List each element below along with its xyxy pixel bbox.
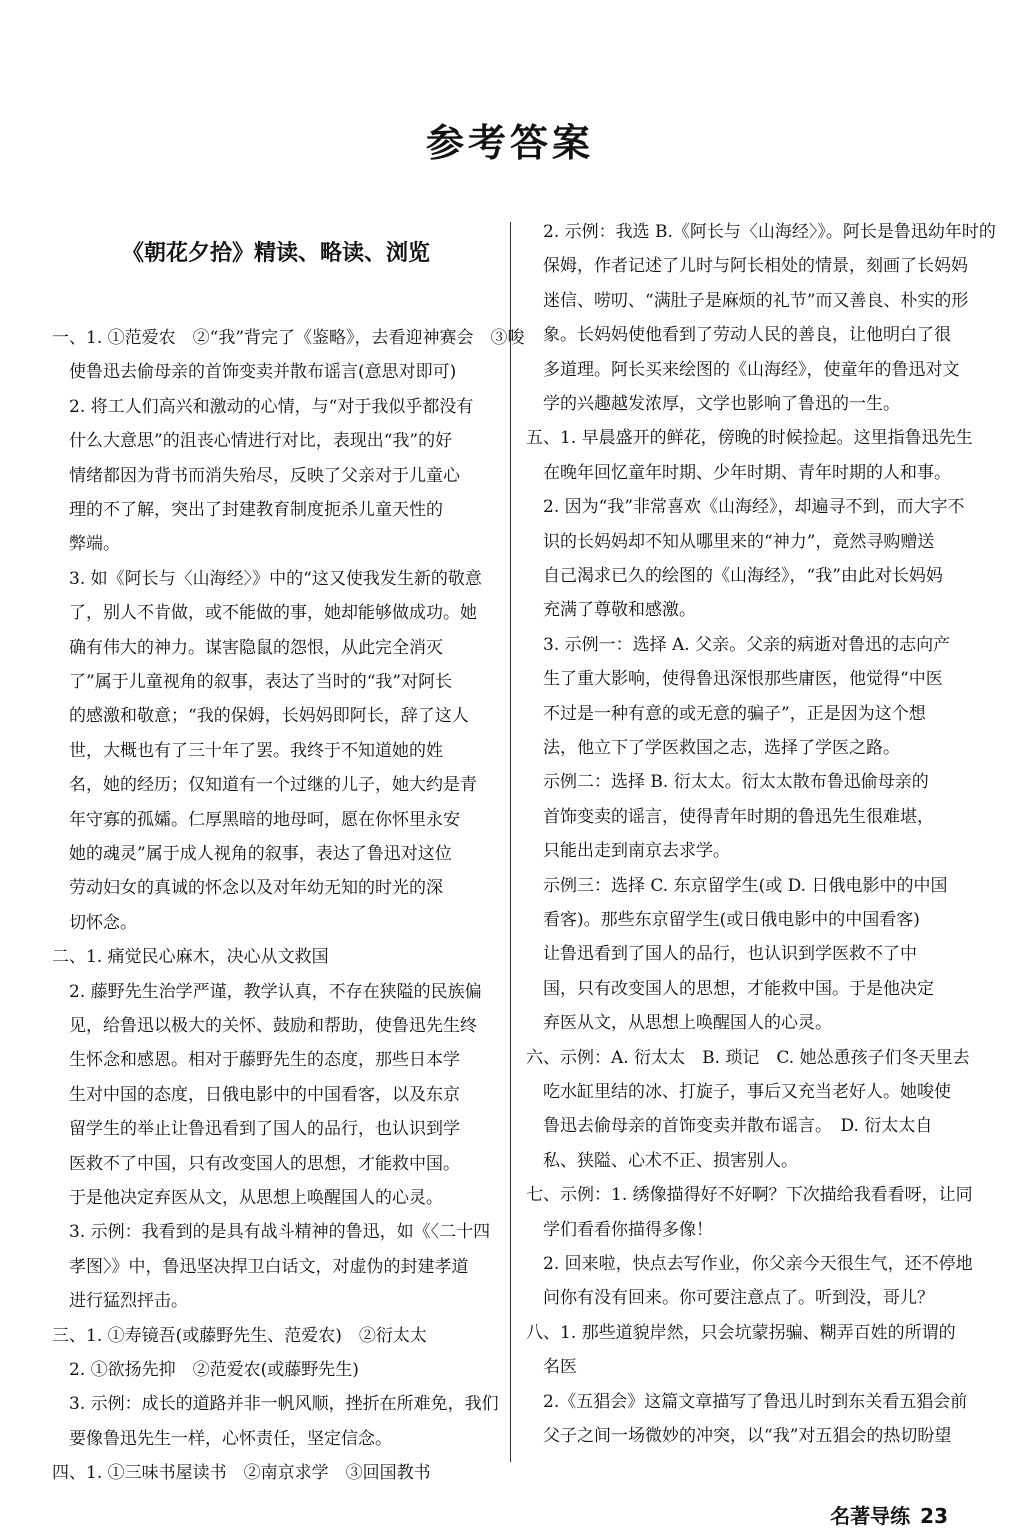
footer-label: 名著导练 [830,1504,911,1528]
answer-line: 确有伟大的神力。谋害隐鼠的怨恨，从此完全消灭 [52,637,443,658]
answer-line: 名医 [526,1357,577,1378]
answer-line: 三、1. ①寿镜吾(或藤野先生、范爱农) ②衍太太 [52,1325,427,1346]
answer-line: 情绪都因为背书而消失殆尽，反映了父亲对于儿童心 [52,465,460,486]
answer-line: 弃医从文，从思想上唤醒国人的心灵。 [526,1013,832,1034]
answer-line: 示例二：选择 B. 衍太太。衍太太散布鲁迅偷母亲的 [526,772,929,793]
answer-line: 生对中国的态度，日俄电影中的中国看客，以及东京 [52,1084,460,1105]
answer-line: 她的魂灵”属于成人视角的叙事，表达了鲁迅对这位 [52,844,452,864]
answer-line: 识的长妈妈却不知从哪里来的“神力”，竟然寻购赠送 [526,531,935,552]
answer-line: 了”属于儿童视角的叙事，表达了当时的“我”对阿长 [52,672,453,692]
answer-line: 示例三：选择 C. 东京留学生(或 D. 日俄电影中的中国 [526,875,948,896]
answer-line: 3. 示例：成长的道路并非一帆风顺，挫折在所难免，我们 [52,1394,499,1415]
answer-line: 不过是一种有意的或无意的骗子”，正是因为这个想 [526,703,926,724]
page-title: 参考答案 [425,121,594,165]
page-footer [830,1500,948,1529]
answer-line: 吃水缸里结的冰、打旋子，事后又充当老好人。她唆使 [526,1082,951,1102]
answer-line: 六、示例：A. 衍太太 B. 琐记 C. 她怂恿孩子们冬天里去 [526,1047,970,1068]
answer-line: 世，大概也有了三十年了罢。我终于不知道她的姓 [52,740,443,761]
answer-line: 多道理。阿长买来绘图的《山海经》，使童年的鲁迅对文 [526,359,960,380]
answer-line: 鲁迅去偷母亲的首饰变卖并散布谣言。 D. 衍太太自 [526,1116,933,1137]
answer-line: 法，他立下了学医救国之志，选择了学医之路。 [526,738,900,758]
answer-line: 留学生的举止让鲁迅看到了国人的品行，也认识到学 [52,1119,460,1140]
answer-line: 2. ①欲扬先抑 ②范爱农(或藤野先生) [52,1360,359,1380]
answer-line: 五、1. 早晨盛开的鲜花，傍晚的时候捡起。这里指鲁迅先生 [526,428,973,449]
answer-line: 自己渴求已久的绘图的《山海经》，“我”由此对长妈妈 [526,566,943,586]
answer-line: 国，只有改变国人的思想，才能救中国。于是他决定 [526,978,934,999]
page-number: 23 [920,1504,948,1528]
answer-line: 首饰变卖的谣言，使得青年时期的鲁迅先生很难堪， [526,806,934,827]
answer-line: 年守寡的孤孀。仁厚黑暗的地母呵，愿在你怀里永安 [52,809,460,830]
answer-line: 了，别人不肯做，或不能做的事，她却能够做成功。她 [52,603,477,624]
answer-line: 让鲁迅看到了国人的品行，也认识到学医救不了中 [526,944,917,965]
answer-line: 名，她的经历；仅知道有一个过继的儿子，她大约是青 [52,775,477,796]
answer-line: 3. 如《阿长与〈山海经〉》中的“这又使我发生新的敬意 [52,568,482,589]
answer-line: 看客)。那些东京留学生(或日俄电影中的中国看客) [526,910,920,930]
column-divider [510,222,511,1462]
answer-line: 私、狭隘、心术不正、损害别人。 [526,1150,798,1171]
answer-line: 2. 藤野先生治学严谨，教学认真，不存在狭隘的民族偏 [52,981,482,1002]
section-title: 《朝花夕拾》精读、略读、浏览 [121,241,430,266]
answer-line: 切怀念。 [52,912,137,933]
answer-line: 迷信、唠叨、“满肚子是麻烦的礼节”而又善良、朴实的形 [526,290,969,311]
answer-line: 生了重大影响，使得鲁迅深恨那些庸医，他觉得“中医 [526,669,943,690]
answer-line: 学的兴趣越发浓厚，文学也影响了鲁迅的一生。 [526,394,900,414]
answer-line: 问你有没有回来。你可要注意点了。听到没，哥儿？ [526,1288,934,1309]
answer-line: 3. 示例一：选择 A. 父亲。父亲的病逝对鲁迅的志向产 [526,634,951,655]
answer-line: 劳动妇女的真诚的怀念以及对年幼无知的时光的深 [52,878,443,899]
answer-line: 2. 将工人们高兴和激动的心情，与“对于我似乎都没有 [52,396,474,417]
answer-line: 要像鲁迅先生一样，心怀责任，坚定信念。 [52,1428,392,1449]
answer-line: 2. 回来啦，快点去写作业，你父亲今天很生气，还不停地 [526,1254,973,1274]
answer-line: 理的不了解，突出了封建教育制度扼杀儿童天性的 [52,500,443,520]
answer-line: 四、1. ①三味书屋读书 ②南京求学 ③回国教书 [52,1463,431,1484]
answer-line: 象。长妈妈使他看到了劳动人民的善良，让他明白了很 [526,325,951,346]
answer-line: 一、1. ①范爱农 ②“我”背完了《鉴略》，去看迎神赛会 ③唆 [52,328,525,348]
answer-line: 见，给鲁迅以极大的关怀、鼓励和帮助，使鲁迅先生终 [52,1016,477,1036]
answer-line: 的感激和敬意；“我的保姆，长妈妈即阿长，辞了这人 [52,706,469,727]
answer-line: 只能出走到南京去求学。 [526,841,730,862]
answer-line: 保姆，作者记述了儿时与阿长相处的情景，刻画了长妈妈 [526,256,968,277]
answer-line: 七、示例：1. 绣像描得好不好啊？下次描给我看看呀，让同 [526,1185,973,1206]
answer-line: 生怀念和感恩。相对于藤野先生的态度，那些日本学 [52,1050,460,1071]
answer-line: 二、1. 痛觉民心麻木，决心从文救国 [52,947,329,968]
answer-line: 弊端。 [52,534,120,555]
answer-line: 充满了尊敬和感激。 [526,600,696,621]
answer-line: 2. 因为“我”非常喜欢《山海经》，却遍寻不到，而大字不 [526,497,965,518]
answer-line: 八、1. 那些道貌岸然，只会坑蒙拐骗、糊弄百姓的所谓的 [526,1322,956,1343]
answer-line: 进行猛烈抨击。 [52,1291,188,1312]
answer-line: 学们看看你描得多像！ [526,1219,713,1240]
answer-line: 使鲁迅去偷母亲的首饰变卖并散布谣言(意思对即可) [52,362,457,383]
answer-line: 什么大意思”的沮丧心情进行对比，表现出“我”的好 [52,431,453,452]
answer-line: 2.《五猖会》这篇文章描写了鲁迅儿时到东关看五猖会前 [526,1391,968,1412]
answer-line: 孝图〉》中，鲁迅坚决捍卫白话文，对虚伪的封建孝道 [52,1256,469,1277]
answer-line: 3. 示例：我看到的是具有战斗精神的鲁迅，如《〈二十四 [52,1222,491,1243]
answer-line: 2. 示例：我选 B.《阿长与〈山海经〉》。阿长是鲁迅幼年时的 [526,222,996,242]
answer-line: 医救不了中国，只有改变国人的思想，才能救中国。 [52,1153,460,1174]
answer-line: 在晚年回忆童年时期、少年时期、青年时期的人和事。 [526,462,951,483]
answer-line: 于是他决定弃医从文，从思想上唤醒国人的心灵。 [52,1188,443,1208]
answer-line: 父子之间一场微妙的冲突，以“我”对五猖会的热切盼望 [526,1426,952,1446]
